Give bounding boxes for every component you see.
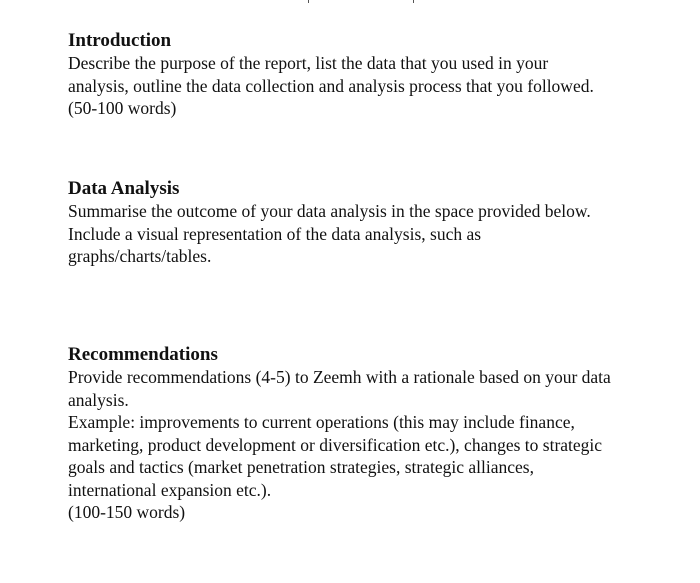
recommendations-line: international expansion etc.). bbox=[68, 479, 272, 500]
data-analysis-line: Include a visual representation of the data analysis, such as bbox=[68, 223, 482, 244]
data-analysis-line: graphs/charts/tables. bbox=[68, 246, 212, 266]
data-analysis-line: Summarise the outcome of your data analysis in the space provided below. bbox=[68, 201, 591, 221]
recommendations-section bbox=[68, 344, 658, 524]
introduction-heading: Introduction bbox=[68, 30, 172, 51]
data-analysis-heading: Data Analysis bbox=[68, 178, 180, 199]
introduction-line: Describe the purpose of the report, list the data that you used in your bbox=[68, 53, 549, 73]
introduction-word-count: (50-100 words) bbox=[68, 98, 177, 118]
recommendations-line: analysis. bbox=[68, 389, 129, 410]
page-edge-mark bbox=[308, 0, 309, 3]
data-analysis-section bbox=[68, 178, 658, 268]
page-top-edge bbox=[68, 0, 628, 3]
recommendations-line: Example: improvements to current operations (this may include finance, bbox=[68, 412, 575, 432]
recommendations-line: Provide recommendations (4-5) to Zeemh with a rationale based on your data bbox=[68, 367, 611, 387]
page-edge-mark bbox=[413, 0, 414, 3]
introduction-line: analysis, outline the data collection and analysis process that you followed. bbox=[68, 75, 594, 96]
introduction-section bbox=[68, 30, 658, 120]
recommendations-line: goals and tactics (market penetration strategies, strategic alliances, bbox=[68, 457, 534, 477]
recommendations-line: marketing, product development or diversification etc.), changes to strategic bbox=[68, 434, 603, 455]
recommendations-word-count: (100-150 words) bbox=[68, 502, 186, 522]
recommendations-heading: Recommendations bbox=[68, 344, 218, 365]
